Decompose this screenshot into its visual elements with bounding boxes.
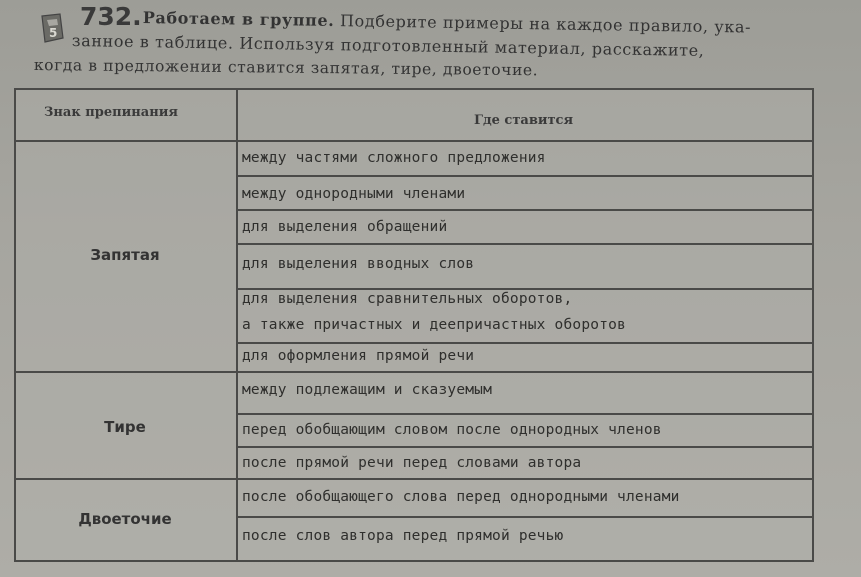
instruction-line-1-text: Подберите примеры на каждое правило, ука- [334,11,752,37]
rule-comma-4: для выделения вводных слов [242,256,475,272]
svg-text:5: 5 [49,26,58,40]
header-where: Где ставится [474,113,574,128]
rule-dash-2: перед обобщающим словом после однородных членов [242,422,662,438]
rule-comma-2: между однородными членами [242,186,466,202]
instruction-line-3: когда в предложении ставится запятая, тире, двоеточие. [33,56,539,80]
rule-comma-5b: а также причастных и деепричастных оборотов [242,317,626,333]
rule-comma-3: для выделения обращений [242,219,448,235]
rule-dash-3: после прямой речи перед словами автора [242,455,582,471]
rule-comma-1: между частями сложного предложения [242,150,546,166]
rule-comma-5a: для выделения сравнительных оборотов, [242,291,573,307]
exercise-number: 732. [80,2,142,31]
sign-colon: Двоеточие [78,510,172,528]
group-work-icon [36,12,66,44]
punctuation-table [14,88,814,562]
instruction-line-1 [143,8,752,37]
sign-comma: Запятая [90,246,160,264]
rule-dash-1: между подлежащим и сказуемым [242,382,493,398]
rule-colon-1: после обобщающего слова перед однородными членами [242,489,680,505]
header-sign: Знак препинания [44,105,178,120]
instruction-line-2: занное в таблице. Используя подготовленный материал, расскажите, [71,31,705,60]
sign-dash: Тире [104,418,146,436]
instruction-bold: Работаем в группе. [142,8,335,31]
rule-comma-6: для оформления прямой речи [242,348,475,364]
rule-colon-2: после слов автора перед прямой речью [242,528,564,544]
